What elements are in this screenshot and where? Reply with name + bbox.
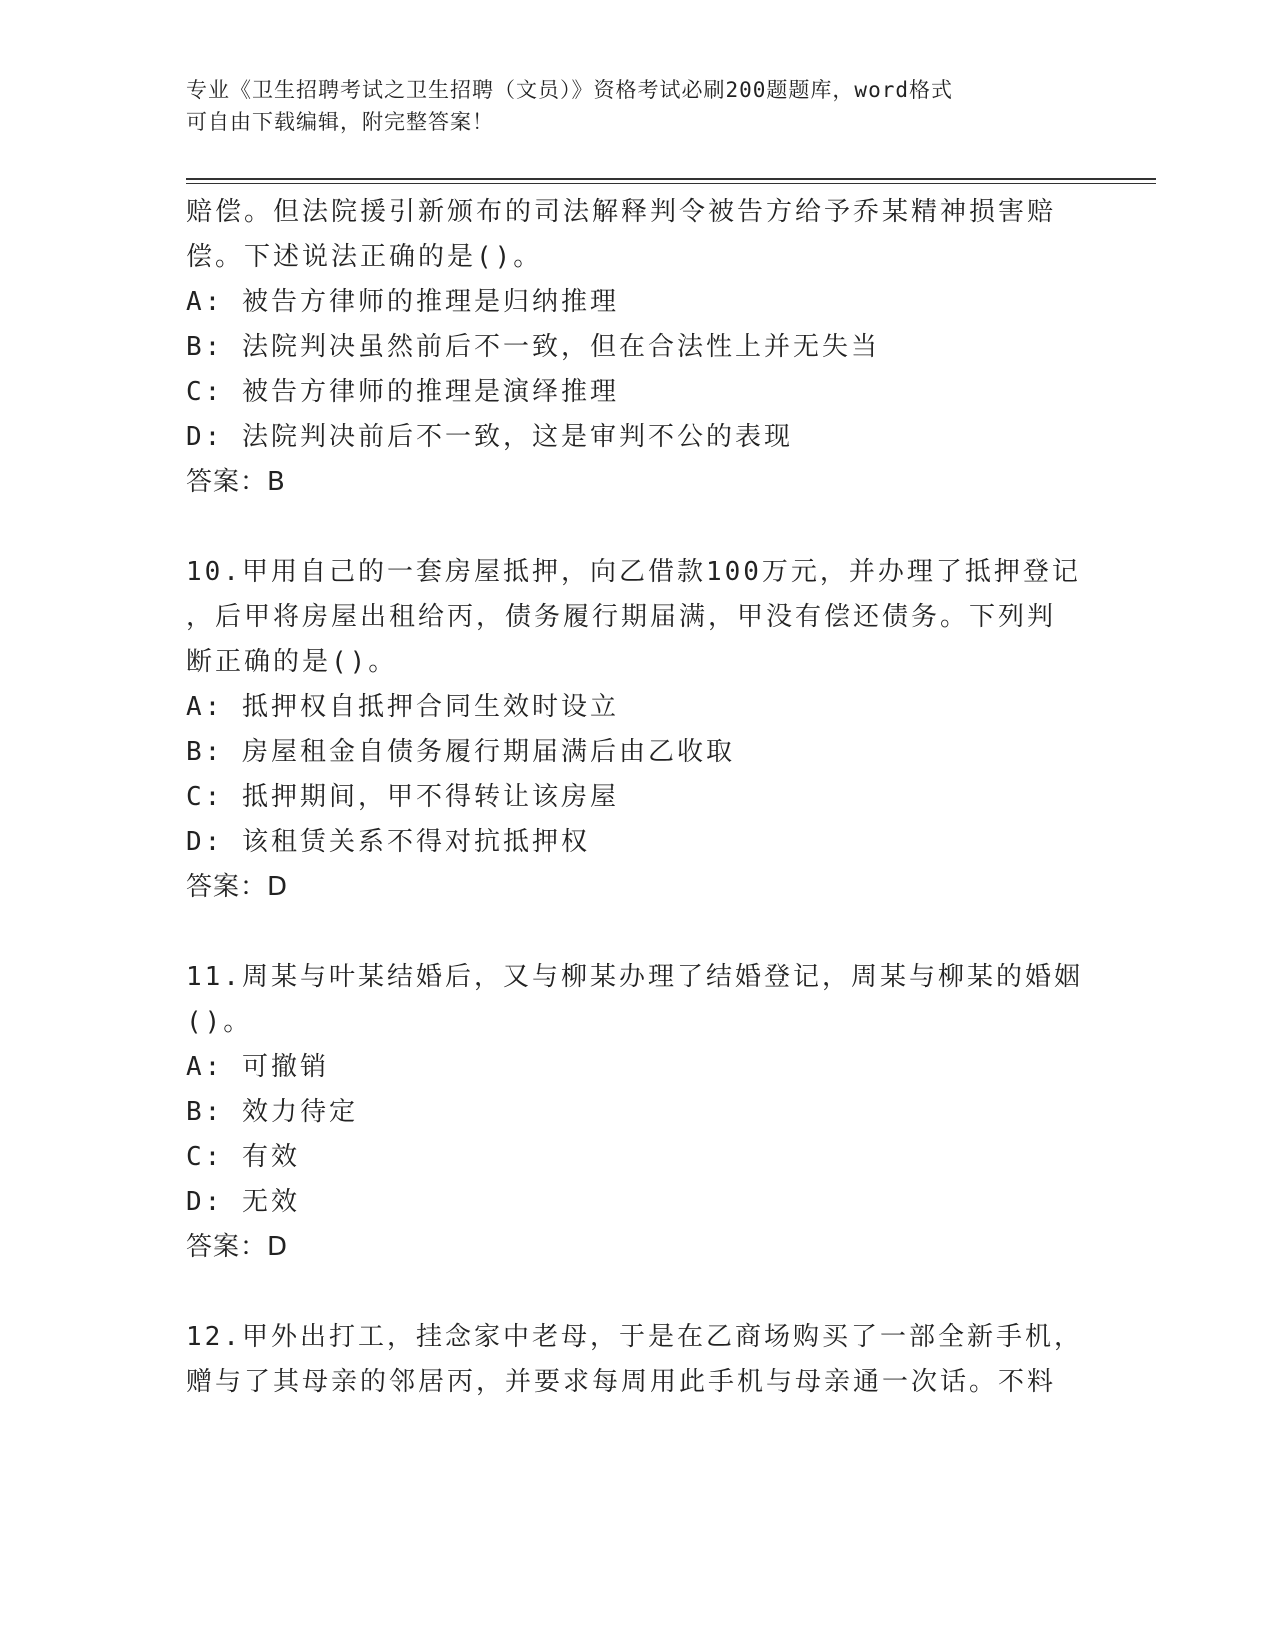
option-a: A: 被告方律师的推理是归纳推理 [186,287,619,317]
spacer [186,505,1106,550]
option-c: C: 有效 [186,1142,300,1172]
answer-line: 答案：D [186,1232,289,1262]
question-text-line: 赠与了其母亲的邻居丙，并要求每周用此手机与母亲通一次话。不料 [186,1367,1057,1397]
option-c: C: 被告方律师的推理是演绎推理 [186,377,619,407]
document-header [186,74,1086,138]
answer-line: 答案：D [186,872,289,902]
question-text-line: 11.周某与叶某结婚后，又与柳某办理了结婚登记，周某与柳某的婚姻 [186,962,1083,992]
option-b: B: 法院判决虽然前后不一致，但在合法性上并无失当 [186,332,880,362]
header-line-2: 可自由下载编辑，附完整答案！ [186,110,494,134]
option-b: B: 效力待定 [186,1097,358,1127]
question-block [186,190,1106,505]
spacer [186,910,1106,955]
question-block [186,1315,1106,1405]
question-text-line: ()。 [186,1007,253,1037]
question-block [186,955,1106,1270]
question-text-line: 10.甲用自己的一套房屋抵押，向乙借款100万元，并办理了抵押登记 [186,557,1081,587]
answer-line: 答案：B [186,467,286,497]
option-a: A: 可撤销 [186,1052,329,1082]
header-divider-thin [186,183,1156,184]
option-d: D: 该租赁关系不得对抗抵押权 [186,827,590,857]
spacer [186,1270,1106,1315]
option-a: A: 抵押权自抵押合同生效时设立 [186,692,619,722]
question-text-line: 12.甲外出打工，挂念家中老母，于是在乙商场购买了一部全新手机， [186,1322,1083,1352]
header-line-1: 专业《卫生招聘考试之卫生招聘（文员）》资格考试必刷200题题库，word格式 [186,78,953,102]
option-d: D: 法院判决前后不一致，这是审判不公的表现 [186,422,793,452]
question-text-line: 偿。下述说法正确的是()。 [186,242,543,272]
question-text-line: 断正确的是()。 [186,647,398,677]
question-block [186,550,1106,910]
question-text-line: 赔偿。但法院援引新颁布的司法解释判令被告方给予乔某精神损害赔 [186,197,1057,227]
option-d: D: 无效 [186,1187,300,1217]
header-divider-thick [186,178,1156,180]
option-c: C: 抵押期间，甲不得转让该房屋 [186,782,619,812]
document-body [186,190,1106,1405]
option-b: B: 房屋租金自债务履行期届满后由乙收取 [186,737,735,767]
question-text-line: ，后甲将房屋出租给丙，债务履行期届满，甲没有偿还债务。下列判 [186,602,1057,632]
